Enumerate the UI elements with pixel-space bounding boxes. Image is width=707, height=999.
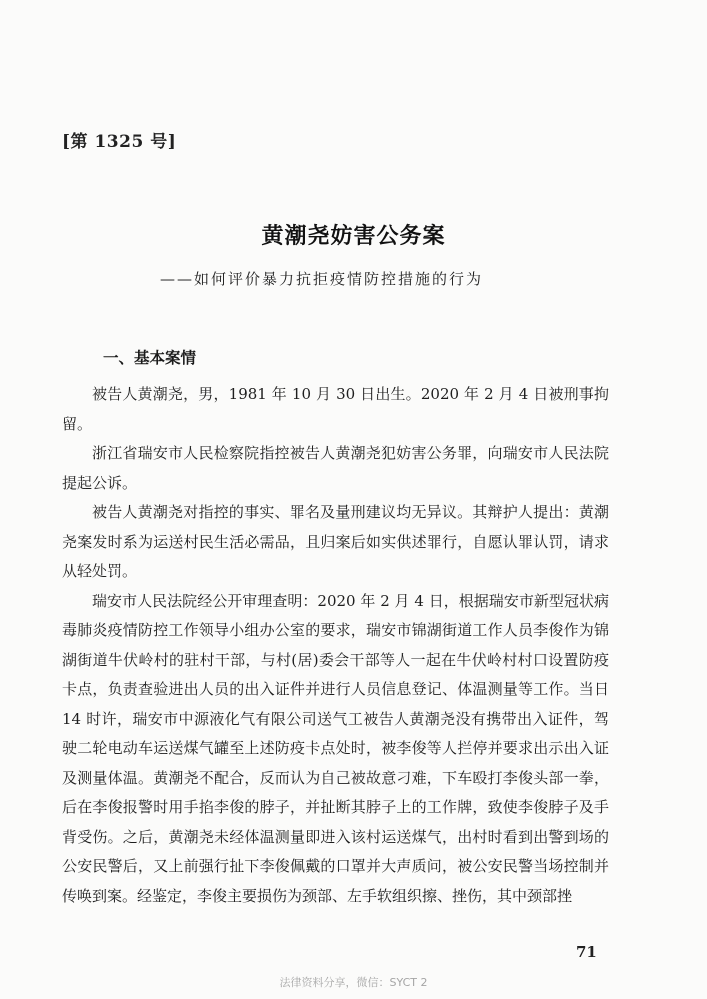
paragraph-prosecution: 浙江省瑞安市人民检察院指控被告人黄潮尧犯妨害公务罪，向瑞安市人民法院提起公诉。 xyxy=(62,444,609,492)
paragraph-defense: 被告人黄潮尧对指控的事实、罪名及量刑建议均无异议。其辩护人提出：黄潮尧案发时系为运送村民生活必需品，且归案后如实供述罪行，自愿认罪认罚，请求从轻处罚。 xyxy=(62,503,609,580)
case-title: 黄潮尧妨害公务案 xyxy=(261,223,446,249)
watermark-text: 法律资料分享，微信：SYCT 2 xyxy=(279,976,428,989)
page-number: 71 xyxy=(576,943,597,961)
paragraph-defendant-info: 被告人黄潮尧，男，1981 年 10 月 30 日出生。2020 年 2 月 4 日被刑事拘留。 xyxy=(62,385,609,433)
case-number: [第 1325 号] xyxy=(62,132,177,152)
case-body xyxy=(62,380,609,911)
paragraph-findings: 瑞安市人民法院经公开审理查明：2020 年 2 月 4 日，根据瑞安市新型冠状病毒肺炎疫情防控工作领导小组办公室的要求，瑞安市锦湖街道工作人员李俊作为锦湖街道牛伏岭村的驻村干部，与村(居)委会干部等人一起在牛伏岭村村口设置防疫卡点，负责查验进出人员的出入证件并进行人员信息登记、体温测量等工作。当日 14 时许，瑞安市中源液化气有限公司送气工被告人黄潮尧没有携带出入证件，驾驶二轮电动车运送煤气罐至上述防疫卡点处时，被李俊等人拦停并要求出示出入证及测量体温。黄潮尧不配合，反而认为自己被故意刁难，下车殴打李俊头部一拳，后在李俊报警时用手掐李俊的脖子，并扯断其脖子上的工作牌，致使李俊脖子及手背受伤。之后，黄潮尧未经体温测量即进入该村运送煤气，出村时看到出警到场的公安民警后，又上前强行扯下李俊佩戴的口罩并大声质问，被公安民警当场控制并传唤到案。经鉴定，李俊主要损伤为颈部、左手软组织擦、挫伤，其中颈部挫 xyxy=(62,591,609,905)
section-heading-basic-facts: 一、基本案情 xyxy=(103,348,197,367)
case-subtitle: ——如何评价暴力抗拒疫情防控措施的行为 xyxy=(160,270,484,288)
